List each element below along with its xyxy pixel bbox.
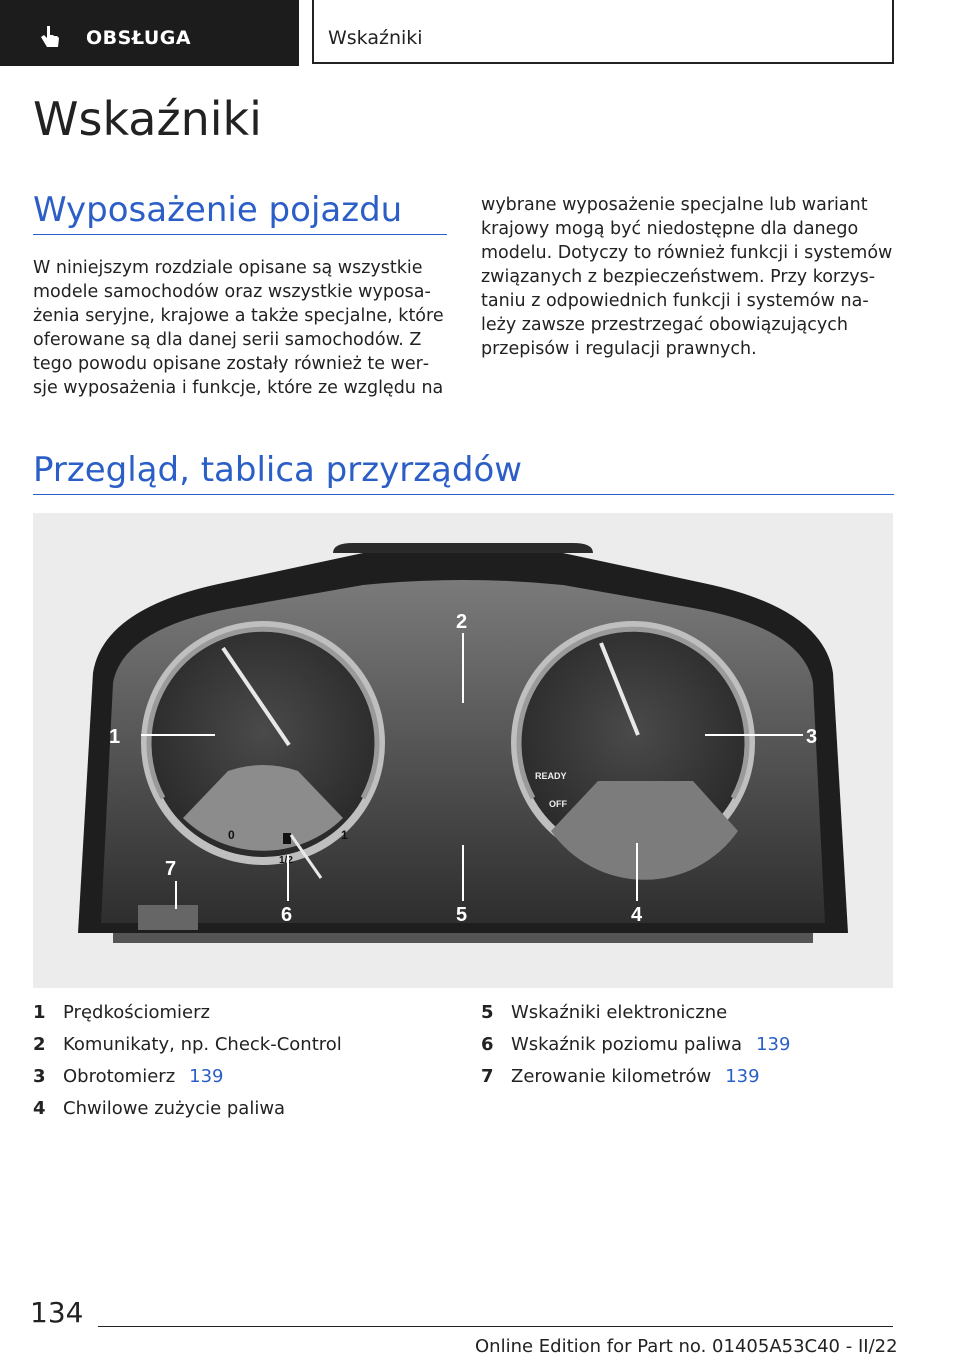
legend-text [511,1034,790,1055]
legend-text [63,1098,285,1119]
text-line: żenia seryjne, krajowe a także specjalne, które [33,306,444,326]
callout-number-3: 3 [806,726,818,748]
fuel-gauge-max-label: 1 [341,828,348,842]
legend-label: Komunikaty, np. Check-Control [63,1034,342,1055]
instrument-cluster-figure [33,513,893,988]
header-chapter-label: Wskaźniki [328,27,423,49]
section-heading-underline [33,234,447,235]
legend-label: Zerowanie kilometrów [511,1066,712,1087]
callout-number-4: 4 [631,904,643,926]
legend-text [63,1034,342,1055]
legend-text [63,1002,210,1023]
fuel-gauge-min-label: 0 [228,828,235,842]
text-line: leży zawsze przestrzegać obowiązujących [481,315,848,335]
page-reference-link[interactable]: 139 [756,1034,791,1055]
header-chapter-box [312,0,894,64]
pointing-hand-icon [36,24,64,52]
odometer-reset-button [138,905,198,930]
text-line: związanych z bezpieczeństwem. Przy korzys‐ [481,267,876,287]
legend-number: 1 [33,1002,46,1023]
legend-text [511,1002,727,1023]
legend-number: 4 [33,1098,46,1119]
legend-number: 6 [481,1034,494,1055]
page-reference-link[interactable]: 139 [189,1066,224,1087]
section-heading-equipment: Wyposażenie pojazdu [33,190,403,230]
page-title: Wskaźniki [33,92,262,146]
text-line: wybrane wyposażenie specjalne lub wariant [481,195,868,215]
legend-label: Prędkościomierz [63,1002,210,1023]
equipment-paragraph-left [33,256,444,400]
text-line: taniu z odpowiednich funkcji i systemów na‐ [481,291,869,311]
instrument-cluster-illustration [33,513,893,988]
legend-label: Wskaźnik poziomu paliwa [511,1034,743,1055]
legend-number: 3 [33,1066,46,1087]
text-line: tego powodu opisane zostały również te wer‐ [33,354,430,374]
text-line: modele samochodów oraz wszystkie wyposa‐ [33,282,431,302]
section-heading-instrument-cluster: Przegląd, tablica przyrządów [33,450,523,490]
text-line: krajowy mogą być niedostępne dla danego [481,219,859,239]
header-section-label: OBSŁUGA [86,27,192,49]
header-section-tab [0,0,299,66]
legend-text [511,1066,760,1087]
text-line: przepisów i regulacji prawnych. [481,339,757,359]
text-line: modelu. Dotyczy to również funkcji i systemów [481,243,893,263]
legend-label: Wskaźniki elektroniczne [511,1002,728,1023]
cluster-bottom-strip [113,933,813,943]
callout-number-1: 1 [109,726,121,748]
footer-divider [98,1326,893,1327]
equipment-paragraph-right [481,193,892,361]
fuel-pump-icon [283,833,291,844]
section-heading-underline [33,494,894,495]
text-line: oferowane są dla danej serii samochodów. Z [33,330,422,350]
text-line: W niniejszym rozdziale opisane są wszystkie [33,258,423,278]
page-number: 134 [30,1296,84,1329]
footer-edition: Online Edition for Part no. 01405A53C40 - II/22 [475,1336,898,1357]
callout-number-7: 7 [165,858,177,880]
legend-number: 2 [33,1034,46,1055]
legend-label: Chwilowe zużycie paliwa [63,1098,286,1119]
cluster-hood [333,543,593,553]
callout-number-6: 6 [281,904,293,926]
callout-number-5: 5 [456,904,468,926]
page-reference-link[interactable]: 139 [725,1066,760,1087]
callout-number-2: 2 [456,611,468,633]
power-off-label: OFF [549,799,567,809]
legend-number: 7 [481,1066,494,1087]
legend-text [63,1066,224,1087]
legend-label: Obrotomierz [63,1066,176,1087]
power-ready-label: READY [535,771,567,781]
legend-number: 5 [481,1002,494,1023]
text-line: sje wyposażenia i funkcje, które ze względu na [33,378,444,398]
fuel-gauge-half-label: 1/2 [279,855,293,866]
